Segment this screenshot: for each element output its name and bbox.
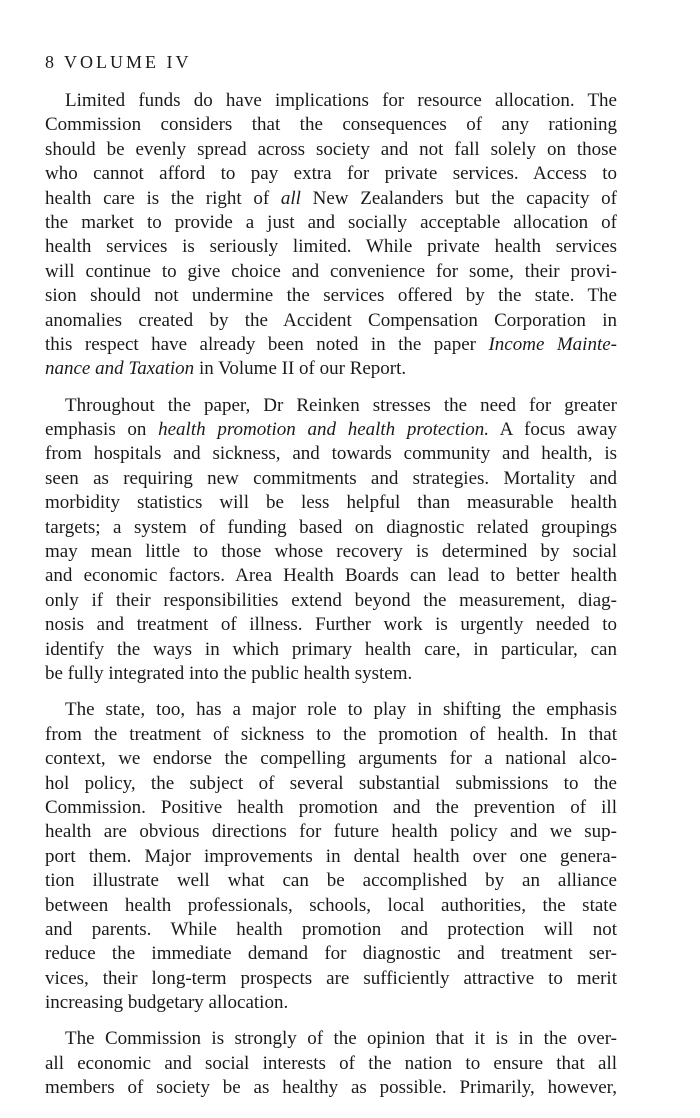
text-line [45, 967, 617, 991]
text-segment: will continue to give choice and convenience for some, their provi- [45, 260, 617, 282]
text-segment: sion should not undermine the services offered by the state. The [45, 285, 617, 307]
text-line [45, 309, 617, 333]
text-segment: reduce the immediate demand for diagnostic and treatment ser- [45, 943, 617, 965]
text-line [45, 991, 617, 1015]
text-segment: seen as requiring new commitments and strategies. Mortality and [45, 467, 617, 489]
text-segment: The Commission is strongly of the opinion that it is in the over- [65, 1028, 617, 1050]
body-text [45, 89, 617, 1113]
paragraph [45, 698, 617, 1015]
paragraph [45, 89, 617, 382]
text-segment: from the treatment of sickness to the promotion of health. In that [45, 723, 617, 745]
text-segment: New Zealanders but the capacity of [300, 187, 617, 209]
text-segment: targets; a system of funding based on diagnostic related groupings [45, 516, 617, 538]
text-line [45, 187, 617, 211]
text-segment: Commission considers that the consequences of any rationing [45, 114, 617, 136]
text-line [45, 1076, 617, 1100]
text-line [45, 442, 617, 466]
text-segment: The state, too, has a major role to play in shifting the emphasis [65, 699, 617, 721]
text-segment: port them. Major improvements in dental health over one genera- [45, 845, 617, 867]
text-line [45, 662, 617, 686]
text-segment: in Volume II of our Report. [194, 358, 407, 380]
text-segment: context, we endorse the compelling arguments for a national alco- [45, 748, 617, 770]
text-segment: from hospitals and sickness, and towards community and health, is [45, 443, 617, 465]
text-line [45, 845, 617, 869]
text-line [45, 211, 617, 235]
text-line [45, 235, 617, 259]
text-segment: anomalies created by the Accident Compensation Corporation in [45, 309, 617, 331]
text-segment: health are obvious directions for future health policy and we sup- [45, 821, 617, 843]
running-head [45, 52, 192, 72]
text-segment: may mean little to those whose recovery is determined by social [45, 541, 617, 563]
text-segment: who cannot afford to pay extra for private services. Access to [45, 163, 617, 185]
text-line [45, 138, 617, 162]
text-segment: morbidity statistics will be less helpful than measurable health [45, 492, 617, 514]
text-line [45, 894, 617, 918]
text-line [45, 1027, 617, 1051]
text-line [45, 564, 617, 588]
text-line [45, 589, 617, 613]
italic-text: all [280, 187, 301, 209]
text-segment: between health professionals, schools, local authorities, the state [45, 894, 617, 916]
text-segment: Throughout the paper, Dr Reinken stresses the need for greater [65, 394, 617, 416]
text-segment: be fully integrated into the public health system. [45, 662, 413, 684]
text-segment: emphasis on [45, 419, 159, 441]
text-segment: all economic and social interests of the nation to ensure that all [45, 1052, 617, 1074]
text-segment: vices, their long-term prospects are sufficiently attractive to merit [45, 967, 617, 989]
italic-text: nance and Taxation [45, 358, 195, 380]
text-segment: hol policy, the subject of several substantial submissions to the [45, 772, 617, 794]
text-line [45, 394, 617, 418]
text-line [45, 540, 617, 564]
italic-text: Income Mainte- [488, 333, 617, 355]
text-line [45, 333, 617, 357]
text-segment: this respect have already been noted in the paper [45, 333, 489, 355]
text-line [45, 747, 617, 771]
text-line [45, 772, 617, 796]
text-line [45, 467, 617, 491]
volume-title: VOLUME IV [64, 52, 192, 72]
text-segment: health care is the right of [45, 187, 281, 209]
text-line [45, 613, 617, 637]
text-line [45, 491, 617, 515]
text-line [45, 284, 617, 308]
text-segment: health services is seriously limited. While private health services [45, 236, 617, 258]
text-segment: tion illustrate well what can be accomplished by an alliance [45, 870, 617, 892]
text-line [45, 418, 617, 442]
text-segment: only if their responsibilities extend beyond the measurement, diag- [45, 589, 617, 611]
paragraph [45, 1027, 617, 1100]
text-segment: the market to provide a just and socially acceptable allocation of [45, 211, 617, 233]
text-segment: increasing budgetary allocation. [45, 992, 289, 1014]
text-line [45, 723, 617, 747]
text-line [45, 820, 617, 844]
text-line [45, 698, 617, 722]
text-line [45, 357, 617, 381]
text-segment: Limited funds do have implications for resource allocation. The [65, 90, 617, 111]
text-segment: A focus away [489, 419, 618, 441]
text-line [45, 260, 617, 284]
text-line [45, 942, 617, 966]
text-segment: nosis and treatment of illness. Further work is urgently needed to [45, 614, 617, 636]
text-line [45, 113, 617, 137]
text-segment: should be evenly spread across society and not fall solely on those [45, 138, 617, 160]
text-line [45, 869, 617, 893]
paragraph [45, 394, 617, 687]
text-segment: identify the ways in which primary health care, in particular, can [45, 638, 617, 660]
text-line [45, 796, 617, 820]
text-segment: and economic factors. Area Health Boards can lead to better health [45, 565, 617, 587]
text-line [45, 89, 617, 113]
text-segment: Commission. Positive health promotion and the prevention of ill [45, 796, 617, 818]
text-line [45, 918, 617, 942]
text-line [45, 638, 617, 662]
italic-text: health promotion and health protection. [158, 419, 490, 441]
page-number: 8 [45, 52, 54, 72]
text-line [45, 162, 617, 186]
text-segment: and parents. While health promotion and protection will not [45, 918, 617, 940]
text-segment: members of society be as healthy as possible. Primarily, however, [45, 1077, 617, 1099]
text-line [45, 1052, 617, 1076]
text-line [45, 516, 617, 540]
